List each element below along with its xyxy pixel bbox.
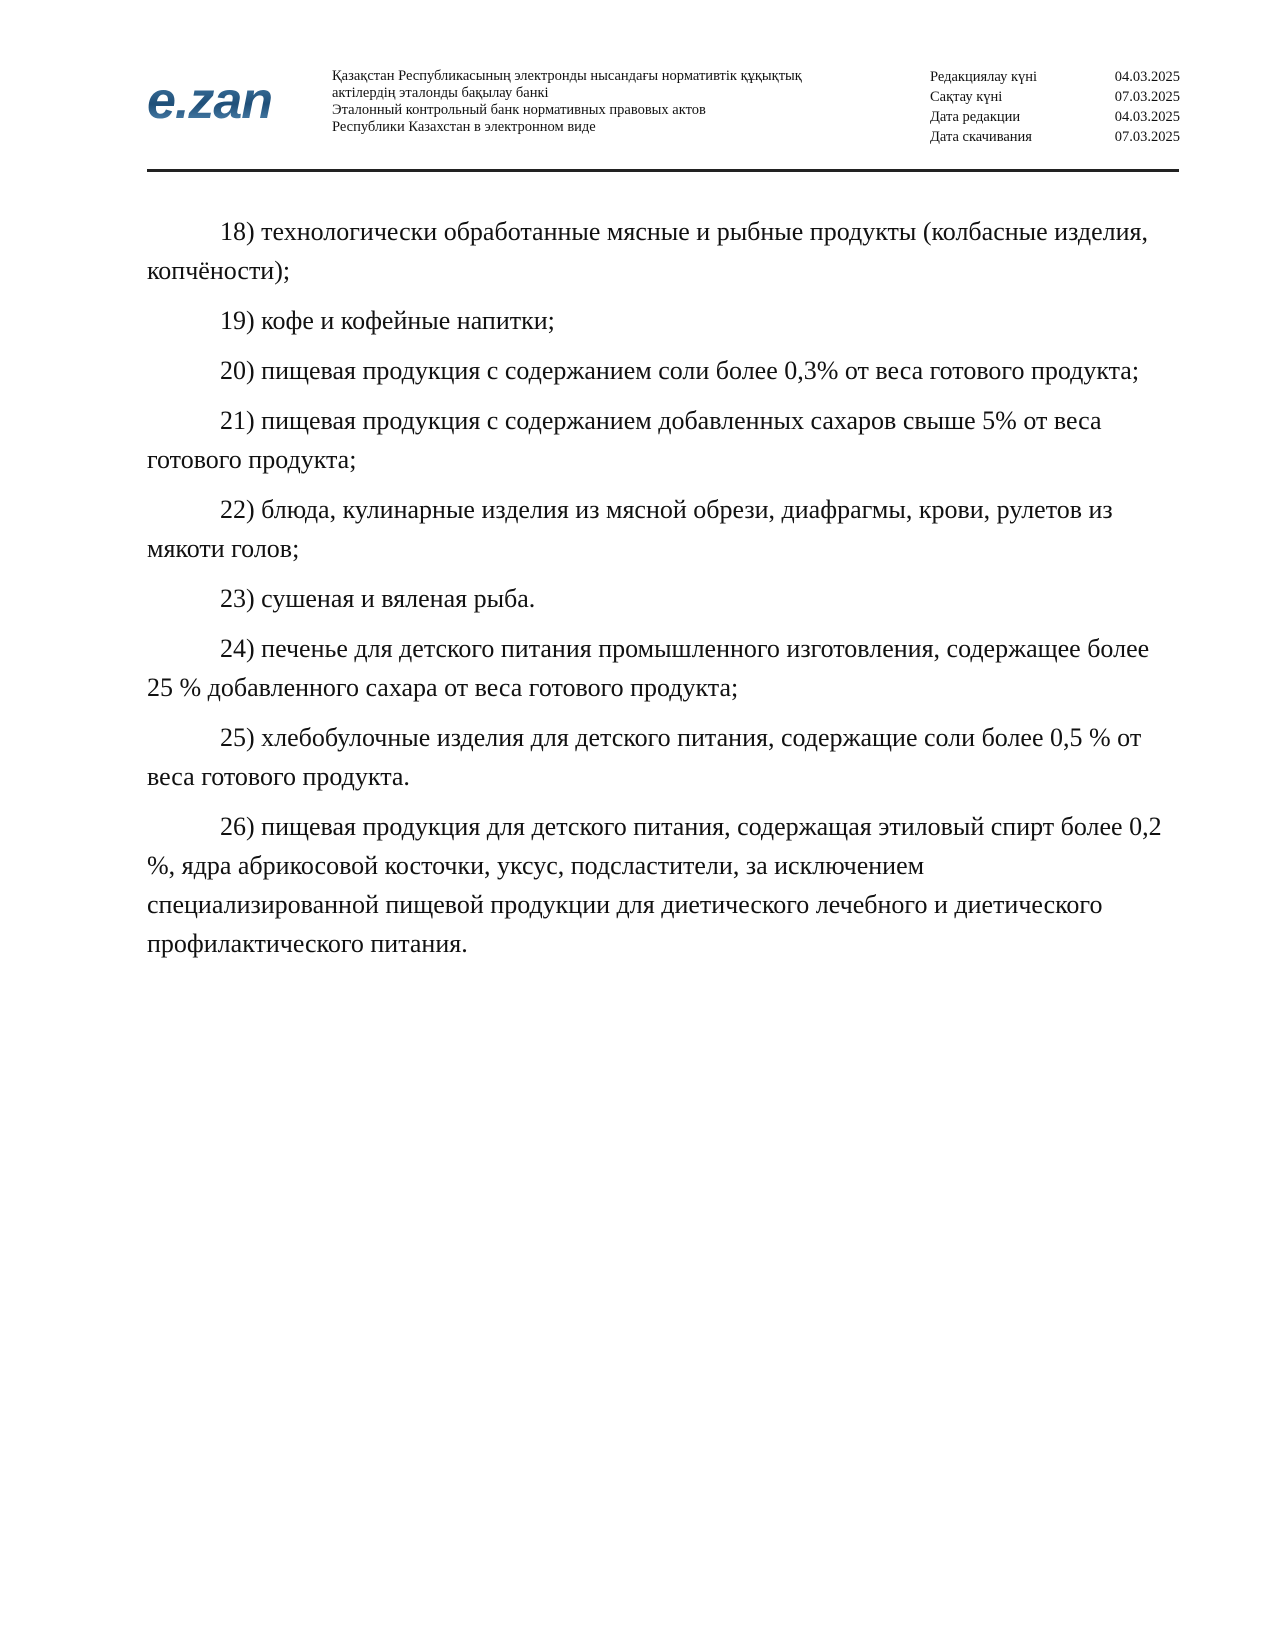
meta-label: Редакциялау күні: [930, 69, 1038, 85]
bank-title-line: Қазақстан Республикасының электронды нысандағы нормативтік құқықтық: [332, 68, 802, 84]
list-item: 20) пищевая продукция с содержанием соли более 0,3% от веса готового продукта;: [220, 356, 1140, 385]
list-item: 19) кофе и кофейные напитки;: [220, 306, 555, 335]
meta-value: 07.03.2025: [1114, 89, 1180, 105]
list-item: 21) пищевая продукция с содержанием добавленных сахаров свыше 5% от веса готового продукта;: [147, 406, 1102, 474]
meta-row-edit-date-ru: [930, 107, 1180, 127]
bank-title-line: актілердің эталонды бақылау банкі: [332, 85, 549, 101]
meta-row-edit-date-kz: [930, 67, 1180, 87]
meta-label: Сақтау күні: [930, 89, 1003, 105]
list-item: 25) хлебобулочные изделия для детского питания, содержащие соли более 0,5 % от веса готового продукта.: [147, 723, 1142, 791]
meta-row-download-date-ru: [930, 127, 1180, 147]
list-item: 24) печенье для детского питания промышленного изготовления, содержащее более 25 % добавленного сахара от веса готового продукта;: [147, 634, 1150, 702]
meta-label: Дата скачивания: [930, 129, 1032, 145]
meta-label: Дата редакции: [930, 109, 1021, 125]
document-header: [147, 64, 1180, 169]
list-item: 18) технологически обработанные мясные и рыбные продукты (колбасные изделия, копчёности);: [147, 217, 1148, 285]
meta-row-save-date-kz: [930, 87, 1180, 107]
list-item: 22) блюда, кулинарные изделия из мясной обрези, диафрагмы, крови, рулетов из мякоти голов;: [147, 495, 1113, 563]
bank-title-line: Республики Казахстан в электронном виде: [332, 119, 596, 135]
document-dates: [930, 67, 1180, 147]
svg-text:e.zan: e.zan: [147, 74, 273, 130]
meta-value: 04.03.2025: [1114, 69, 1180, 85]
list-item: 26) пищевая продукция для детского питания, содержащая этиловый спирт более 0,2 %, ядра абрикосовой косточки, уксус, подсластители, за исключением специализированной пищевой продукции для диетического лечебного и диетического профилактического питания.: [147, 812, 1162, 958]
document-body: [147, 212, 1162, 974]
meta-value: 04.03.2025: [1114, 109, 1180, 125]
header-divider: [147, 169, 1179, 172]
list-item: 23) сушеная и вяленая рыба.: [220, 584, 536, 613]
ezan-logo: [147, 74, 297, 130]
meta-value: 07.03.2025: [1114, 129, 1180, 145]
reference-bank-title: [332, 68, 892, 136]
bank-title-line: Эталонный контрольный банк нормативных правовых актов: [332, 102, 706, 118]
